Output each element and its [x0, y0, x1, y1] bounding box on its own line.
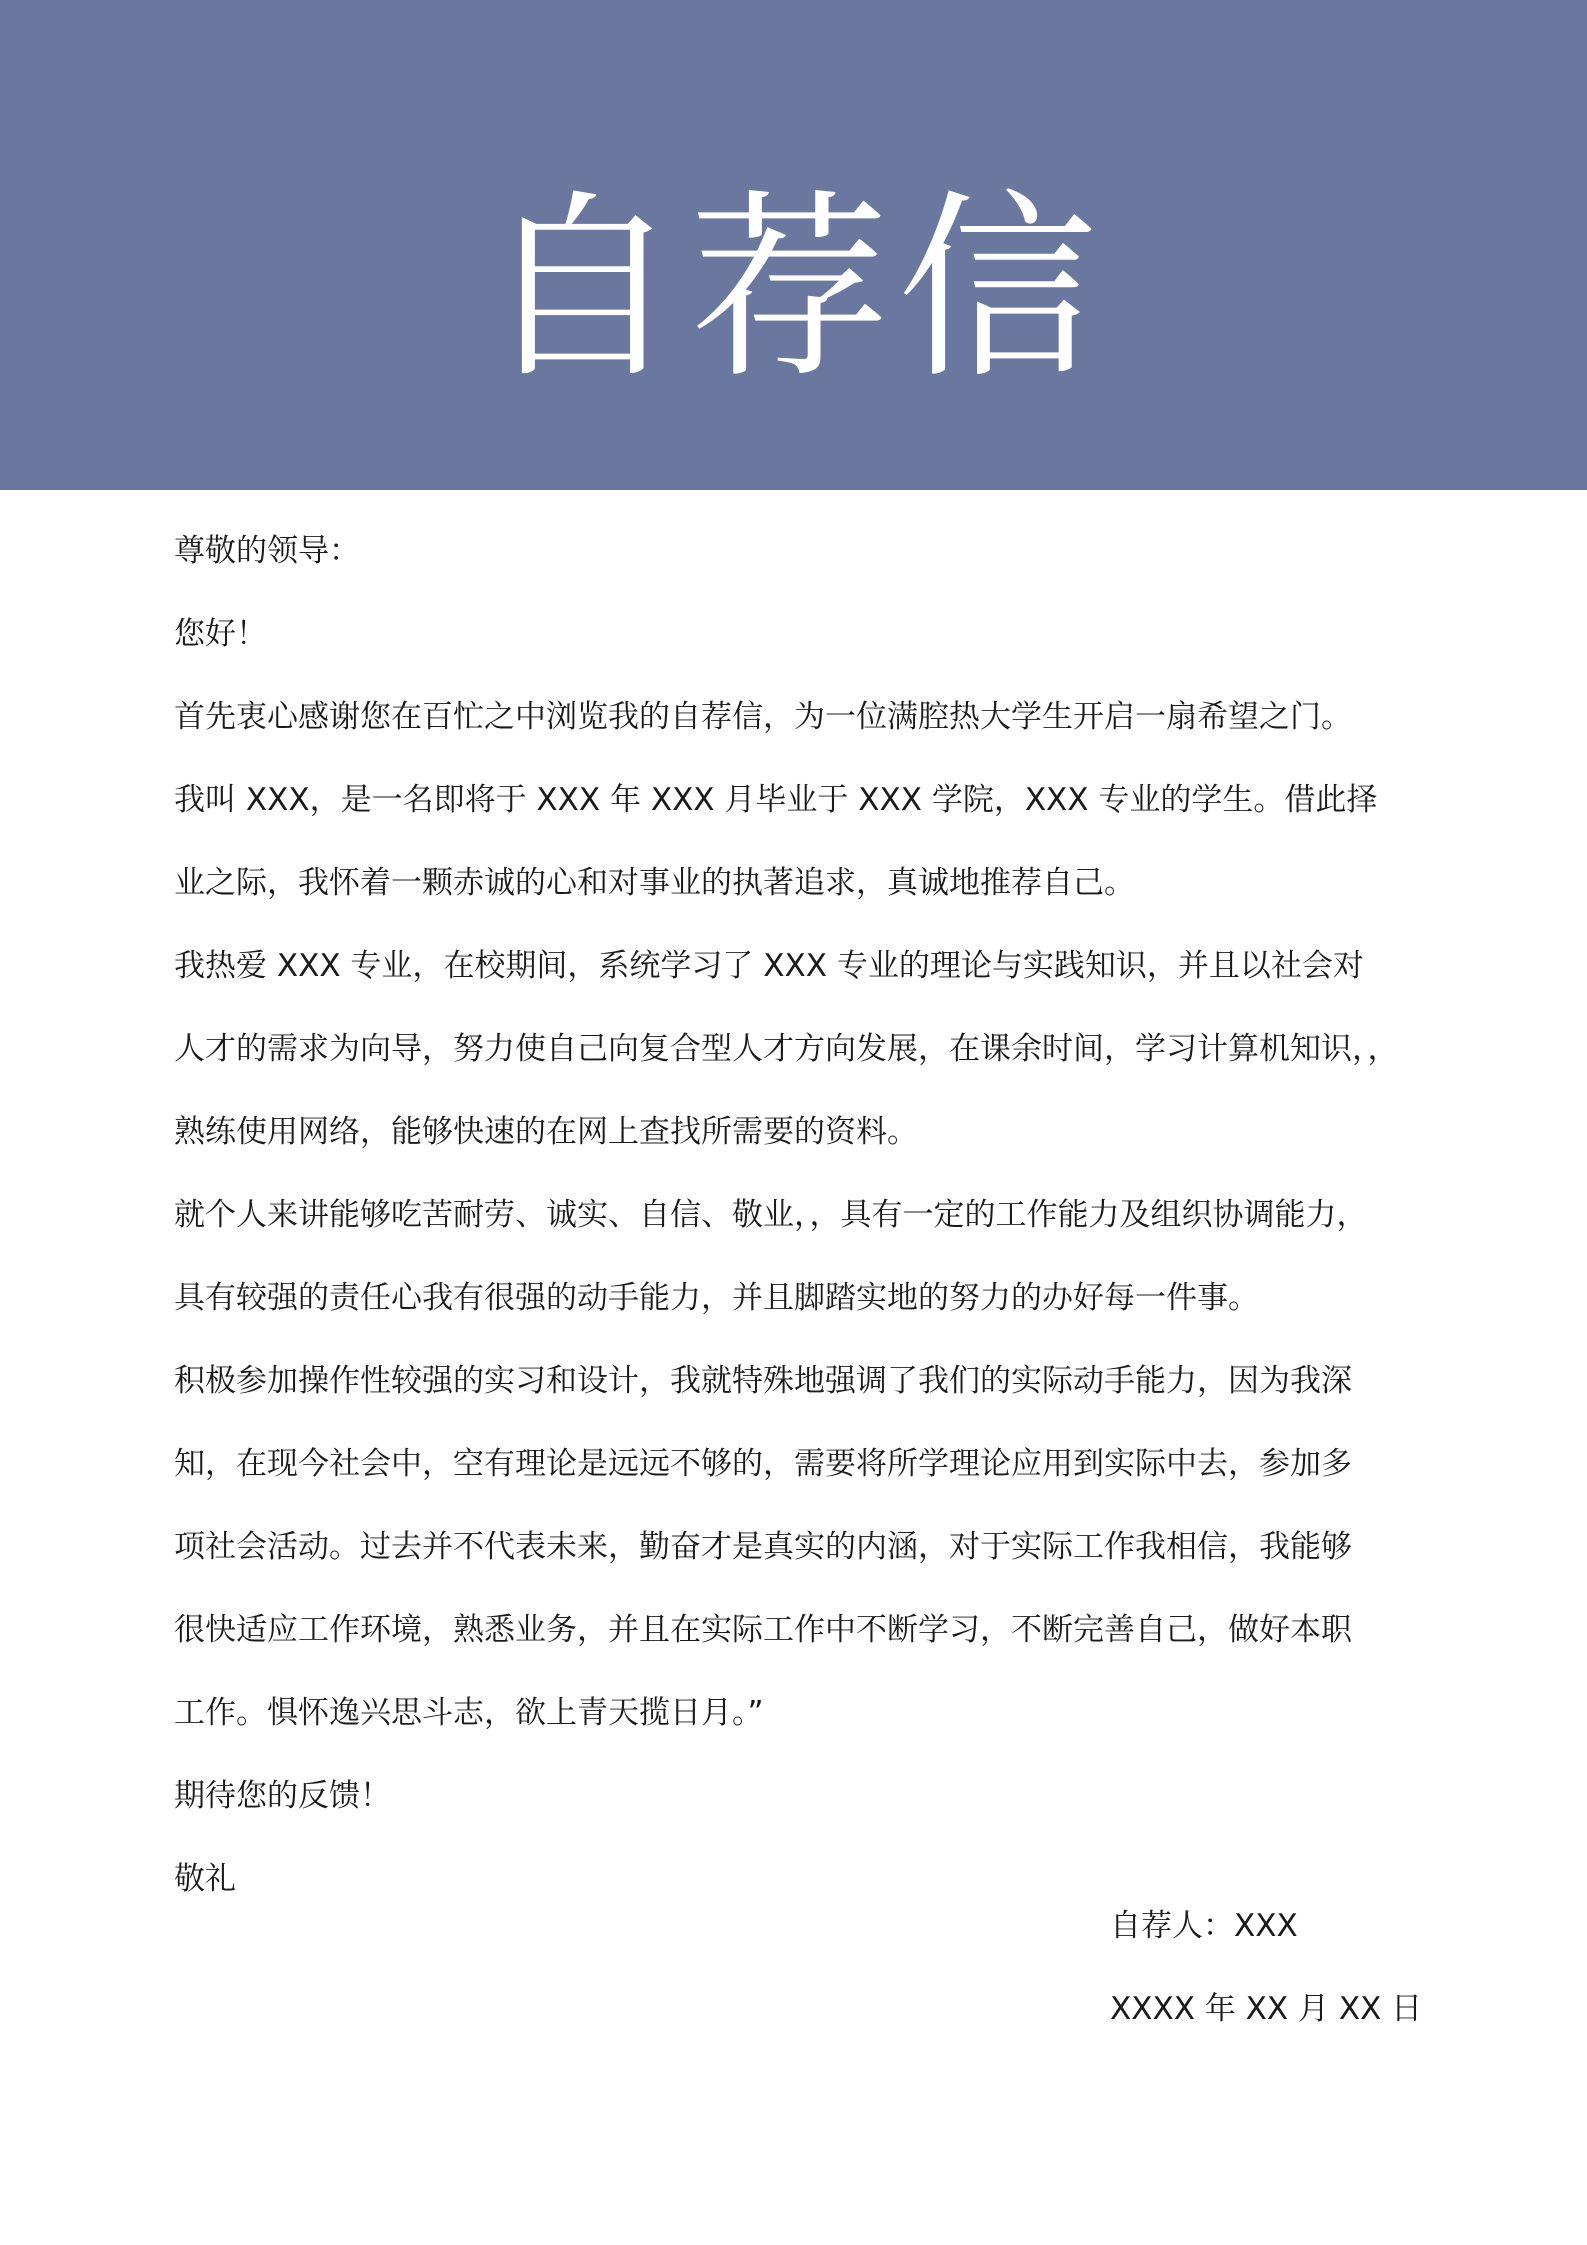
- body-line: 积极参加操作性较强的实习和设计，我就特殊地强调了我们的实际动手能力，因为我深: [174, 1363, 1352, 1399]
- letter-body: [174, 510, 1414, 1921]
- document-title: 自荐信: [481, 173, 1106, 406]
- signature-date: XXXX 年 XX 月 XX 日: [1110, 1991, 1423, 2027]
- body-line: 知，在现今社会中，空有理论是远远不够的，需要将所学理论应用到实际中去，参加多: [174, 1446, 1352, 1482]
- regards-line: 敬礼: [174, 1861, 236, 1897]
- body-line: 熟练使用网络，能够快速的在网上查找所需要的资料。: [174, 1114, 918, 1150]
- greeting: 您好！: [174, 616, 267, 652]
- body-line: 具有较强的责任心我有很强的动手能力，并且脚踏实地的努力的办好每一件事。: [174, 1280, 1259, 1316]
- body-line: 很快适应工作环境，熟悉业务，并且在实际工作中不断学习，不断完善自己，做好本职: [174, 1612, 1352, 1648]
- signature-block: [1110, 1885, 1422, 2051]
- body-line: 就个人来讲能够吃苦耐劳、诚实、自信、敬业，，具有一定的工作能力及组织协调能力，: [174, 1197, 1368, 1233]
- body-line: 工作。惧怀逸兴思斗志，欲上青天揽日月。”: [174, 1695, 764, 1731]
- closing-line: 期待您的反馈！: [174, 1778, 391, 1814]
- body-line: 人才的需求为向导，努力使自己向复合型人才方向发展，在课余时间，学习计算机知识，，: [174, 1031, 1399, 1067]
- body-line: 我叫 XXX，是一名即将于 XXX 年 XXX 月毕业于 XXX 学院，XXX 专业的学生。借此择: [174, 782, 1378, 818]
- body-line: 我热爱 XXX 专业，在校期间，系统学习了 XXX 专业的理论与实践知识，并且以社会对: [174, 948, 1364, 984]
- body-line: 项社会活动。过去并不代表未来，勤奋才是真实的内涵，对于实际工作我相信，我能够: [174, 1529, 1352, 1565]
- salutation: 尊敬的领导：: [174, 533, 360, 569]
- body-line: 业之际，我怀着一颗赤诚的心和对事业的执著追求，真诚地推荐自己。: [174, 865, 1135, 901]
- body-line: 首先衷心感谢您在百忙之中浏览我的自荐信，为一位满腔热大学生开启一扇希望之门。: [174, 699, 1352, 735]
- signer-name: 自荐人：XXX: [1110, 1908, 1298, 1944]
